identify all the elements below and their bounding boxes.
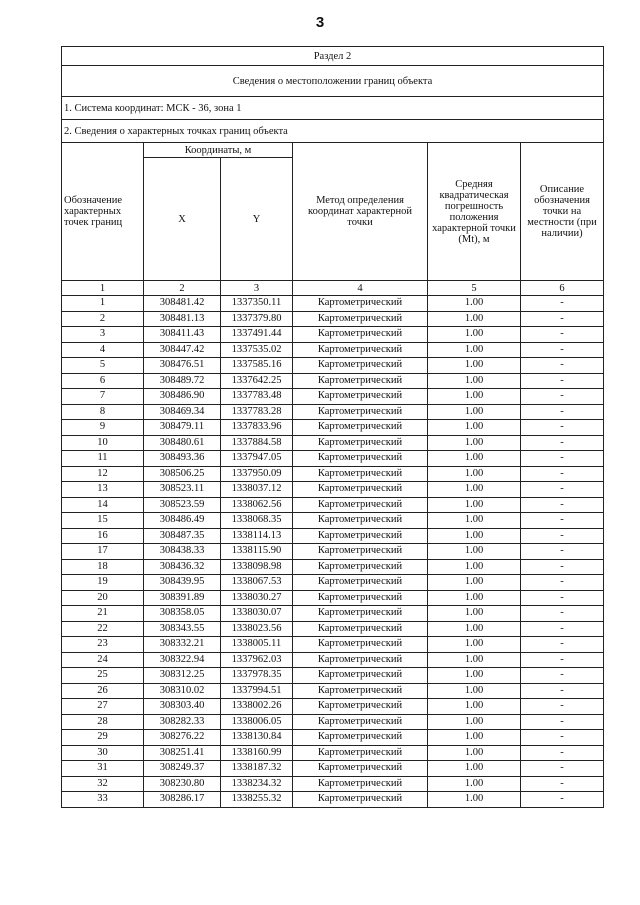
cell-point-number: 13 bbox=[62, 482, 144, 498]
cell-description: - bbox=[521, 373, 604, 389]
column-number: 6 bbox=[521, 281, 604, 296]
cell-error-mt: 1.00 bbox=[428, 466, 521, 482]
header-method: Метод определения координат характерной точки bbox=[293, 143, 428, 281]
cell-point-number: 31 bbox=[62, 761, 144, 777]
cell-method: Картометрический bbox=[293, 311, 428, 327]
cell-point-number: 30 bbox=[62, 745, 144, 761]
cell-method: Картометрический bbox=[293, 575, 428, 591]
cell-method: Картометрический bbox=[293, 559, 428, 575]
cell-error-mt: 1.00 bbox=[428, 342, 521, 358]
cell-description: - bbox=[521, 668, 604, 684]
cell-description: - bbox=[521, 404, 604, 420]
cell-coordinate-y: 1338068.35 bbox=[221, 513, 293, 529]
cell-method: Картометрический bbox=[293, 327, 428, 343]
cell-point-number: 18 bbox=[62, 559, 144, 575]
cell-coordinate-y: 1337783.48 bbox=[221, 389, 293, 405]
cell-description: - bbox=[521, 420, 604, 436]
cell-method: Картометрический bbox=[293, 497, 428, 513]
table-row bbox=[62, 621, 604, 637]
cell-coordinate-x: 308479.11 bbox=[144, 420, 221, 436]
cell-coordinate-y: 1338115.90 bbox=[221, 544, 293, 560]
cell-coordinate-x: 308251.41 bbox=[144, 745, 221, 761]
cell-point-number: 14 bbox=[62, 497, 144, 513]
cell-coordinate-x: 308303.40 bbox=[144, 699, 221, 715]
table-row bbox=[62, 761, 604, 777]
cell-description: - bbox=[521, 683, 604, 699]
cell-description: - bbox=[521, 776, 604, 792]
cell-coordinate-y: 1338006.05 bbox=[221, 714, 293, 730]
cell-point-number: 33 bbox=[62, 792, 144, 808]
cell-error-mt: 1.00 bbox=[428, 389, 521, 405]
cell-method: Картометрический bbox=[293, 513, 428, 529]
cell-error-mt: 1.00 bbox=[428, 528, 521, 544]
table-row bbox=[62, 745, 604, 761]
cell-coordinate-y: 1338030.27 bbox=[221, 590, 293, 606]
cell-method: Картометрический bbox=[293, 621, 428, 637]
cell-coordinate-x: 308481.42 bbox=[144, 296, 221, 312]
cell-description: - bbox=[521, 435, 604, 451]
cell-coordinate-y: 1337833.96 bbox=[221, 420, 293, 436]
table-row bbox=[62, 668, 604, 684]
cell-point-number: 6 bbox=[62, 373, 144, 389]
cell-description: - bbox=[521, 714, 604, 730]
cell-coordinate-y: 1337884.58 bbox=[221, 435, 293, 451]
cell-coordinate-y: 1338130.84 bbox=[221, 730, 293, 746]
cell-error-mt: 1.00 bbox=[428, 730, 521, 746]
cell-method: Картометрический bbox=[293, 606, 428, 622]
table-row bbox=[62, 451, 604, 467]
cell-method: Картометрический bbox=[293, 544, 428, 560]
cell-method: Картометрический bbox=[293, 451, 428, 467]
cell-error-mt: 1.00 bbox=[428, 776, 521, 792]
cell-point-number: 28 bbox=[62, 714, 144, 730]
cell-description: - bbox=[521, 528, 604, 544]
cell-method: Картометрический bbox=[293, 435, 428, 451]
cell-description: - bbox=[521, 730, 604, 746]
table-row bbox=[62, 575, 604, 591]
cell-coordinate-y: 1337947.05 bbox=[221, 451, 293, 467]
cell-description: - bbox=[521, 482, 604, 498]
cell-coordinate-x: 308322.94 bbox=[144, 652, 221, 668]
page-number: 3 bbox=[315, 14, 325, 31]
cell-method: Картометрический bbox=[293, 714, 428, 730]
cell-coordinate-x: 308476.51 bbox=[144, 358, 221, 374]
cell-coordinate-y: 1338255.32 bbox=[221, 792, 293, 808]
cell-coordinate-y: 1337783.28 bbox=[221, 404, 293, 420]
cell-error-mt: 1.00 bbox=[428, 451, 521, 467]
cell-description: - bbox=[521, 621, 604, 637]
cell-description: - bbox=[521, 296, 604, 312]
boundary-points-table bbox=[61, 46, 604, 808]
header-description: Описание обозначения точки на местности (при наличии) bbox=[521, 143, 604, 281]
table-row bbox=[62, 342, 604, 358]
table-row bbox=[62, 389, 604, 405]
table-row bbox=[62, 358, 604, 374]
column-number: 1 bbox=[62, 281, 144, 296]
cell-coordinate-y: 1338005.11 bbox=[221, 637, 293, 653]
section-heading: Раздел 2 bbox=[62, 47, 604, 66]
table-row bbox=[62, 311, 604, 327]
coordinate-system: 1. Система координат: МСК - 36, зона 1 bbox=[62, 97, 604, 120]
cell-method: Картометрический bbox=[293, 792, 428, 808]
cell-method: Картометрический bbox=[293, 466, 428, 482]
cell-method: Картометрический bbox=[293, 668, 428, 684]
cell-description: - bbox=[521, 497, 604, 513]
cell-point-number: 9 bbox=[62, 420, 144, 436]
cell-description: - bbox=[521, 311, 604, 327]
cell-method: Картометрический bbox=[293, 528, 428, 544]
table-row bbox=[62, 544, 604, 560]
table-row bbox=[62, 373, 604, 389]
cell-error-mt: 1.00 bbox=[428, 482, 521, 498]
table-row bbox=[62, 513, 604, 529]
cell-method: Картометрический bbox=[293, 730, 428, 746]
table-row bbox=[62, 528, 604, 544]
cell-coordinate-x: 308411.43 bbox=[144, 327, 221, 343]
header-y: Y bbox=[221, 158, 293, 281]
cell-description: - bbox=[521, 745, 604, 761]
cell-error-mt: 1.00 bbox=[428, 683, 521, 699]
table-row bbox=[62, 327, 604, 343]
cell-error-mt: 1.00 bbox=[428, 420, 521, 436]
table-row bbox=[62, 420, 604, 436]
cell-coordinate-y: 1338030.07 bbox=[221, 606, 293, 622]
cell-method: Картометрический bbox=[293, 776, 428, 792]
cell-method: Картометрический bbox=[293, 296, 428, 312]
cell-method: Картометрический bbox=[293, 652, 428, 668]
cell-coordinate-y: 1337491.44 bbox=[221, 327, 293, 343]
table-row bbox=[62, 730, 604, 746]
table-row bbox=[62, 466, 604, 482]
cell-point-number: 5 bbox=[62, 358, 144, 374]
points-caption: 2. Сведения о характерных точках границ объекта bbox=[62, 120, 604, 143]
cell-description: - bbox=[521, 559, 604, 575]
cell-description: - bbox=[521, 792, 604, 808]
cell-coordinate-x: 308481.13 bbox=[144, 311, 221, 327]
cell-coordinate-x: 308523.11 bbox=[144, 482, 221, 498]
cell-coordinate-x: 308486.90 bbox=[144, 389, 221, 405]
table-row bbox=[62, 435, 604, 451]
cell-description: - bbox=[521, 761, 604, 777]
table-body bbox=[62, 296, 604, 808]
cell-method: Картометрический bbox=[293, 482, 428, 498]
cell-coordinate-x: 308276.22 bbox=[144, 730, 221, 746]
cell-point-number: 17 bbox=[62, 544, 144, 560]
cell-description: - bbox=[521, 606, 604, 622]
cell-point-number: 1 bbox=[62, 296, 144, 312]
cell-coordinate-x: 308249.37 bbox=[144, 761, 221, 777]
cell-error-mt: 1.00 bbox=[428, 621, 521, 637]
cell-coordinate-x: 308506.25 bbox=[144, 466, 221, 482]
table-row bbox=[62, 776, 604, 792]
cell-coordinate-x: 308312.25 bbox=[144, 668, 221, 684]
table-row bbox=[62, 404, 604, 420]
cell-description: - bbox=[521, 544, 604, 560]
cell-point-number: 21 bbox=[62, 606, 144, 622]
cell-coordinate-y: 1337962.03 bbox=[221, 652, 293, 668]
cell-description: - bbox=[521, 451, 604, 467]
cell-error-mt: 1.00 bbox=[428, 575, 521, 591]
cell-point-number: 24 bbox=[62, 652, 144, 668]
table-row bbox=[62, 606, 604, 622]
cell-coordinate-y: 1337585.16 bbox=[221, 358, 293, 374]
cell-coordinate-y: 1337950.09 bbox=[221, 466, 293, 482]
column-number: 3 bbox=[221, 281, 293, 296]
cell-coordinate-x: 308523.59 bbox=[144, 497, 221, 513]
cell-description: - bbox=[521, 466, 604, 482]
table-row bbox=[62, 497, 604, 513]
cell-error-mt: 1.00 bbox=[428, 544, 521, 560]
cell-point-number: 3 bbox=[62, 327, 144, 343]
cell-method: Картометрический bbox=[293, 637, 428, 653]
table-row bbox=[62, 792, 604, 808]
cell-coordinate-y: 1338062.56 bbox=[221, 497, 293, 513]
cell-error-mt: 1.00 bbox=[428, 699, 521, 715]
cell-point-number: 11 bbox=[62, 451, 144, 467]
cell-point-number: 20 bbox=[62, 590, 144, 606]
cell-description: - bbox=[521, 389, 604, 405]
cell-coordinate-y: 1338098.98 bbox=[221, 559, 293, 575]
header-error: Средняя квадратическая погрешность положения характерной точки (Mt), м bbox=[428, 143, 521, 281]
cell-coordinate-y: 1338234.32 bbox=[221, 776, 293, 792]
cell-method: Картометрический bbox=[293, 761, 428, 777]
cell-error-mt: 1.00 bbox=[428, 497, 521, 513]
cell-coordinate-y: 1337350.11 bbox=[221, 296, 293, 312]
cell-description: - bbox=[521, 358, 604, 374]
cell-description: - bbox=[521, 327, 604, 343]
cell-coordinate-x: 308436.32 bbox=[144, 559, 221, 575]
cell-method: Картометрический bbox=[293, 389, 428, 405]
table-row bbox=[62, 683, 604, 699]
cell-coordinate-x: 308487.35 bbox=[144, 528, 221, 544]
cell-coordinate-y: 1338023.56 bbox=[221, 621, 293, 637]
cell-error-mt: 1.00 bbox=[428, 668, 521, 684]
cell-coordinate-y: 1338067.53 bbox=[221, 575, 293, 591]
cell-point-number: 16 bbox=[62, 528, 144, 544]
cell-coordinate-x: 308439.95 bbox=[144, 575, 221, 591]
cell-coordinate-y: 1337379.80 bbox=[221, 311, 293, 327]
header-point: Обозначение характерных точек границ bbox=[62, 143, 144, 281]
cell-error-mt: 1.00 bbox=[428, 373, 521, 389]
cell-point-number: 7 bbox=[62, 389, 144, 405]
table-row bbox=[62, 652, 604, 668]
table-row bbox=[62, 296, 604, 312]
cell-coordinate-x: 308343.55 bbox=[144, 621, 221, 637]
cell-coordinate-y: 1337535.02 bbox=[221, 342, 293, 358]
cell-point-number: 26 bbox=[62, 683, 144, 699]
cell-description: - bbox=[521, 590, 604, 606]
column-number: 5 bbox=[428, 281, 521, 296]
cell-method: Картометрический bbox=[293, 699, 428, 715]
cell-coordinate-y: 1338037.12 bbox=[221, 482, 293, 498]
header-x: X bbox=[144, 158, 221, 281]
table-row bbox=[62, 590, 604, 606]
cell-description: - bbox=[521, 637, 604, 653]
cell-coordinate-x: 308480.61 bbox=[144, 435, 221, 451]
cell-coordinate-y: 1337994.51 bbox=[221, 683, 293, 699]
cell-method: Картометрический bbox=[293, 342, 428, 358]
cell-coordinate-x: 308332.21 bbox=[144, 637, 221, 653]
column-number: 2 bbox=[144, 281, 221, 296]
cell-point-number: 22 bbox=[62, 621, 144, 637]
cell-point-number: 25 bbox=[62, 668, 144, 684]
table-row bbox=[62, 714, 604, 730]
cell-coordinate-y: 1338160.99 bbox=[221, 745, 293, 761]
cell-coordinate-x: 308358.05 bbox=[144, 606, 221, 622]
document-title: Сведения о местоположении границ объекта bbox=[62, 66, 604, 97]
cell-coordinate-y: 1338187.32 bbox=[221, 761, 293, 777]
cell-description: - bbox=[521, 342, 604, 358]
table-row bbox=[62, 699, 604, 715]
cell-error-mt: 1.00 bbox=[428, 745, 521, 761]
cell-coordinate-x: 308391.89 bbox=[144, 590, 221, 606]
cell-point-number: 4 bbox=[62, 342, 144, 358]
cell-error-mt: 1.00 bbox=[428, 761, 521, 777]
table-row bbox=[62, 559, 604, 575]
cell-method: Картометрический bbox=[293, 373, 428, 389]
cell-coordinate-x: 308489.72 bbox=[144, 373, 221, 389]
cell-description: - bbox=[521, 513, 604, 529]
cell-error-mt: 1.00 bbox=[428, 435, 521, 451]
cell-point-number: 8 bbox=[62, 404, 144, 420]
cell-point-number: 29 bbox=[62, 730, 144, 746]
cell-point-number: 2 bbox=[62, 311, 144, 327]
cell-error-mt: 1.00 bbox=[428, 311, 521, 327]
cell-method: Картометрический bbox=[293, 683, 428, 699]
cell-coordinate-y: 1338114.13 bbox=[221, 528, 293, 544]
column-number: 4 bbox=[293, 281, 428, 296]
cell-coordinate-x: 308438.33 bbox=[144, 544, 221, 560]
cell-error-mt: 1.00 bbox=[428, 792, 521, 808]
cell-coordinate-x: 308469.34 bbox=[144, 404, 221, 420]
cell-error-mt: 1.00 bbox=[428, 513, 521, 529]
cell-method: Картометрический bbox=[293, 404, 428, 420]
cell-description: - bbox=[521, 652, 604, 668]
cell-error-mt: 1.00 bbox=[428, 327, 521, 343]
cell-point-number: 19 bbox=[62, 575, 144, 591]
cell-point-number: 32 bbox=[62, 776, 144, 792]
cell-coordinate-x: 308230.80 bbox=[144, 776, 221, 792]
cell-coordinate-y: 1338002.26 bbox=[221, 699, 293, 715]
header-coordinates: Координаты, м bbox=[144, 143, 293, 158]
cell-method: Картометрический bbox=[293, 420, 428, 436]
cell-method: Картометрический bbox=[293, 358, 428, 374]
cell-coordinate-x: 308493.36 bbox=[144, 451, 221, 467]
cell-point-number: 27 bbox=[62, 699, 144, 715]
cell-coordinate-x: 308310.02 bbox=[144, 683, 221, 699]
cell-error-mt: 1.00 bbox=[428, 714, 521, 730]
cell-point-number: 12 bbox=[62, 466, 144, 482]
cell-error-mt: 1.00 bbox=[428, 296, 521, 312]
cell-coordinate-y: 1337642.25 bbox=[221, 373, 293, 389]
cell-description: - bbox=[521, 575, 604, 591]
cell-method: Картометрический bbox=[293, 745, 428, 761]
cell-coordinate-x: 308486.49 bbox=[144, 513, 221, 529]
cell-error-mt: 1.00 bbox=[428, 404, 521, 420]
cell-method: Картометрический bbox=[293, 590, 428, 606]
table-row bbox=[62, 637, 604, 653]
cell-error-mt: 1.00 bbox=[428, 606, 521, 622]
cell-point-number: 10 bbox=[62, 435, 144, 451]
cell-coordinate-x: 308282.33 bbox=[144, 714, 221, 730]
cell-coordinate-x: 308286.17 bbox=[144, 792, 221, 808]
cell-error-mt: 1.00 bbox=[428, 637, 521, 653]
cell-error-mt: 1.00 bbox=[428, 590, 521, 606]
cell-point-number: 23 bbox=[62, 637, 144, 653]
cell-error-mt: 1.00 bbox=[428, 652, 521, 668]
table-row bbox=[62, 482, 604, 498]
cell-coordinate-x: 308447.42 bbox=[144, 342, 221, 358]
cell-coordinate-y: 1337978.35 bbox=[221, 668, 293, 684]
cell-error-mt: 1.00 bbox=[428, 559, 521, 575]
cell-point-number: 15 bbox=[62, 513, 144, 529]
cell-error-mt: 1.00 bbox=[428, 358, 521, 374]
cell-description: - bbox=[521, 699, 604, 715]
